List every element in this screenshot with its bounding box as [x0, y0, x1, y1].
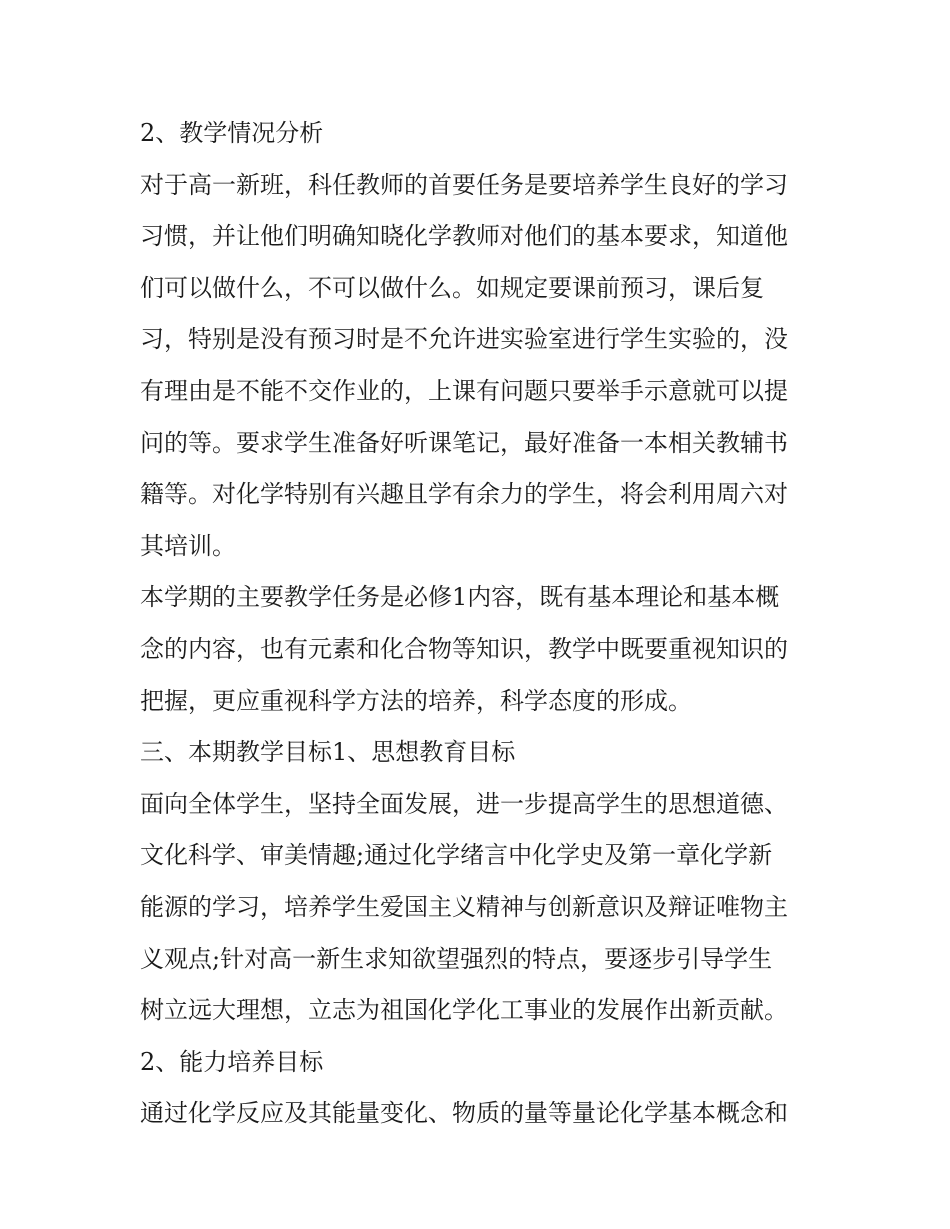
paragraph-line: 对于高一新班，科任教师的首要任务是要培养学生良好的学习 [140, 170, 788, 199]
section-heading-ability-goals: 2、能力培养目标 [140, 1047, 324, 1076]
paragraph-line: 籍等。对化学特别有兴趣且学有余力的学生，将会利用周六对 [140, 480, 788, 509]
paragraph-line: 问的等。要求学生准备好听课笔记，最好准备一本相关教辅书 [140, 428, 788, 457]
document-body [140, 108, 830, 1140]
paragraph-line: 面向全体学生，坚持全面发展，进一步提高学生的思想道德、 [140, 789, 788, 818]
paragraph-line: 其培训。 [140, 531, 236, 560]
paragraph-line: 本学期的主要教学任务是必修1内容，既有基本理论和基本概 [140, 583, 780, 612]
section-heading-teaching-analysis: 2、教学情况分析 [140, 119, 324, 147]
paragraph-line: 们可以做什么，不可以做什么。如规定要课前预习，课后复 [140, 273, 764, 302]
paragraph-line: 把握，更应重视科学方法的培养，科学态度的形成。 [140, 686, 692, 715]
paragraph-line: 通过化学反应及其能量变化、物质的量等量论化学基本概念和 [140, 1099, 788, 1128]
paragraph-line: 习，特别是没有预习时是不允许进实验室进行学生实验的，没 [140, 325, 788, 354]
paragraph-line: 有理由是不能不交作业的，上课有问题只要举手示意就可以提 [140, 376, 788, 405]
paragraph-line: 义观点;针对高一新生求知欲望强烈的特点，要逐步引导学生 [140, 944, 773, 973]
paragraph-line: 文化科学、审美情趣;通过化学绪言中化学史及第一章化学新 [140, 841, 773, 870]
paragraph-line: 念的内容，也有元素和化合物等知识，教学中既要重视知识的 [140, 634, 788, 663]
paragraph-line: 习惯，并让他们明确知晓化学教师对他们的基本要求，知道他 [140, 222, 788, 251]
paragraph-line: 树立远大理想，立志为祖国化学化工事业的发展作出新贡献。 [140, 996, 788, 1025]
paragraph-line: 能源的学习，培养学生爱国主义精神与创新意识及辩证唯物主 [140, 892, 788, 921]
section-heading-teaching-goals: 三、本期教学目标1、思想教育目标 [140, 738, 516, 767]
